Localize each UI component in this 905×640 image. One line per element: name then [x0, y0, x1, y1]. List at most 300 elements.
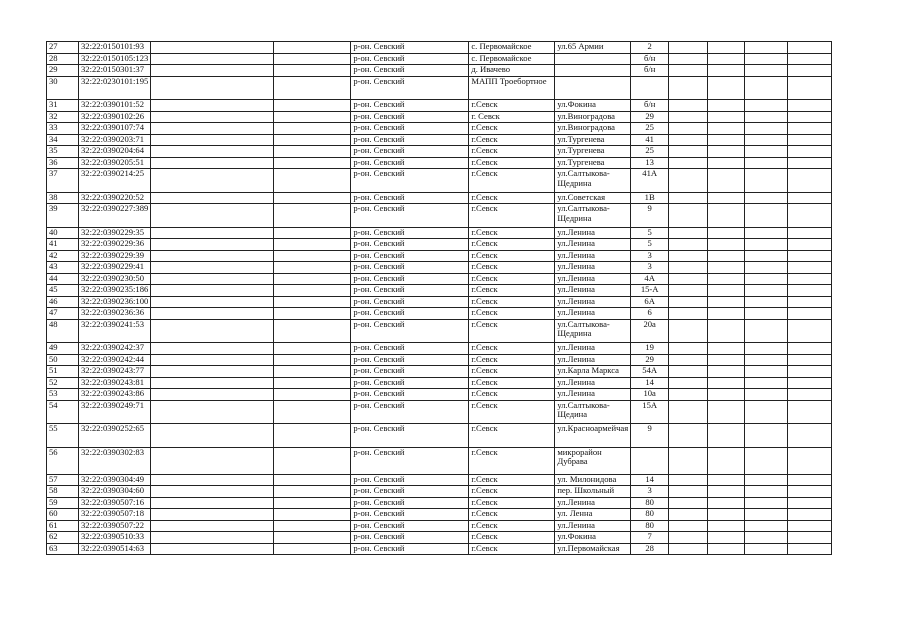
street-cell: ул.65 Армии — [555, 42, 631, 54]
settlement-cell: г.Севск — [469, 273, 555, 285]
empty-cell — [669, 192, 708, 204]
empty-cell — [151, 532, 274, 544]
settlement-cell: г.Севск — [469, 157, 555, 169]
street-cell — [555, 53, 631, 65]
empty-cell — [274, 509, 351, 521]
empty-cell — [274, 76, 351, 100]
row-number-cell: 60 — [47, 509, 79, 521]
street-cell: ул.Ленина — [555, 262, 631, 274]
empty-cell — [788, 424, 832, 448]
empty-cell — [669, 400, 708, 424]
house-number-cell: б/н — [631, 100, 669, 112]
street-cell: ул.Тургенева — [555, 157, 631, 169]
empty-cell — [745, 543, 788, 555]
empty-cell — [669, 343, 708, 355]
cadastral-number-cell: 32:22:0390302:83 — [79, 447, 151, 474]
empty-cell — [669, 239, 708, 251]
house-number-cell: 7 — [631, 532, 669, 544]
empty-cell — [151, 157, 274, 169]
empty-cell — [669, 285, 708, 297]
empty-cell — [151, 486, 274, 498]
house-number-cell: 54А — [631, 366, 669, 378]
house-number-cell: 6 — [631, 308, 669, 320]
empty-cell — [151, 447, 274, 474]
cadastral-number-cell: 32:22:0390101:52 — [79, 100, 151, 112]
row-number-cell: 28 — [47, 53, 79, 65]
empty-cell — [745, 377, 788, 389]
row-number-cell: 54 — [47, 400, 79, 424]
district-cell: р-он. Севский — [351, 227, 469, 239]
district-cell: р-он. Севский — [351, 239, 469, 251]
empty-cell — [274, 250, 351, 262]
empty-cell — [708, 157, 745, 169]
row-number-cell: 58 — [47, 486, 79, 498]
cadastral-number-cell: 32:22:0390304:60 — [79, 486, 151, 498]
settlement-cell: г.Севск — [469, 343, 555, 355]
cadastral-number-cell: 32:22:0390230:50 — [79, 273, 151, 285]
row-number-cell: 35 — [47, 146, 79, 158]
empty-cell — [708, 532, 745, 544]
settlement-cell: г.Севск — [469, 319, 555, 343]
empty-cell — [745, 134, 788, 146]
empty-cell — [788, 474, 832, 486]
empty-cell — [745, 76, 788, 100]
empty-cell — [708, 389, 745, 401]
empty-cell — [708, 509, 745, 521]
empty-cell — [669, 65, 708, 77]
empty-cell — [788, 366, 832, 378]
house-number-cell: 80 — [631, 520, 669, 532]
settlement-cell: г.Севск — [469, 509, 555, 521]
empty-cell — [151, 474, 274, 486]
district-cell: р-он. Севский — [351, 509, 469, 521]
house-number-cell: 2 — [631, 42, 669, 54]
table-row — [47, 366, 832, 378]
table-row — [47, 227, 832, 239]
empty-cell — [708, 262, 745, 274]
empty-cell — [274, 146, 351, 158]
cadastral-number-cell: 32:22:0390229:39 — [79, 250, 151, 262]
empty-cell — [151, 76, 274, 100]
empty-cell — [669, 474, 708, 486]
street-cell: ул.Ленина — [555, 273, 631, 285]
table-row — [47, 389, 832, 401]
empty-cell — [151, 308, 274, 320]
district-cell: р-он. Севский — [351, 532, 469, 544]
empty-cell — [151, 497, 274, 509]
house-number-cell: 15А — [631, 400, 669, 424]
row-number-cell: 29 — [47, 65, 79, 77]
empty-cell — [708, 227, 745, 239]
house-number-cell: 9 — [631, 424, 669, 448]
empty-cell — [745, 65, 788, 77]
settlement-cell: г.Севск — [469, 447, 555, 474]
empty-cell — [708, 146, 745, 158]
settlement-cell: с. Первомайское — [469, 42, 555, 54]
settlement-cell: г.Севск — [469, 123, 555, 135]
empty-cell — [669, 366, 708, 378]
empty-cell — [151, 389, 274, 401]
row-number-cell: 57 — [47, 474, 79, 486]
house-number-cell: 15-А — [631, 285, 669, 297]
empty-cell — [274, 532, 351, 544]
house-number-cell: 3 — [631, 250, 669, 262]
street-cell: ул.Красноармейчая — [555, 424, 631, 448]
empty-cell — [745, 53, 788, 65]
empty-cell — [708, 497, 745, 509]
empty-cell — [745, 486, 788, 498]
settlement-cell: г.Севск — [469, 239, 555, 251]
street-cell: ул.Советская — [555, 192, 631, 204]
house-number-cell: 28 — [631, 543, 669, 555]
cadastral-number-cell: 32:22:0230101:195 — [79, 76, 151, 100]
empty-cell — [745, 497, 788, 509]
row-number-cell: 51 — [47, 366, 79, 378]
cadastral-number-cell: 32:22:0390243:77 — [79, 366, 151, 378]
empty-cell — [151, 285, 274, 297]
street-cell — [555, 65, 631, 77]
house-number-cell: 80 — [631, 497, 669, 509]
street-cell: ул.Ленина — [555, 389, 631, 401]
empty-cell — [788, 146, 832, 158]
district-cell: р-он. Севский — [351, 262, 469, 274]
empty-cell — [274, 285, 351, 297]
empty-cell — [708, 377, 745, 389]
empty-cell — [745, 366, 788, 378]
settlement-cell: г.Севск — [469, 169, 555, 193]
empty-cell — [274, 447, 351, 474]
cadastral-number-cell: 32:22:0390243:86 — [79, 389, 151, 401]
settlement-cell: г.Севск — [469, 400, 555, 424]
house-number-cell: 41 — [631, 134, 669, 146]
empty-cell — [669, 543, 708, 555]
empty-cell — [274, 169, 351, 193]
empty-cell — [274, 308, 351, 320]
house-number-cell — [631, 76, 669, 100]
cadastral-number-cell: 32:22:0390107:74 — [79, 123, 151, 135]
settlement-cell: г.Севск — [469, 262, 555, 274]
settlement-cell: г.Севск — [469, 486, 555, 498]
street-cell: ул. Милонидова — [555, 474, 631, 486]
empty-cell — [708, 239, 745, 251]
district-cell: р-он. Севский — [351, 486, 469, 498]
settlement-cell: г.Севск — [469, 250, 555, 262]
table-row — [47, 204, 832, 228]
street-cell: ул.Салтыкова-Щедрина — [555, 319, 631, 343]
cadastral-number-cell: 32:22:0390304:49 — [79, 474, 151, 486]
district-cell: р-он. Севский — [351, 169, 469, 193]
empty-cell — [274, 134, 351, 146]
empty-cell — [669, 146, 708, 158]
district-cell: р-он. Севский — [351, 296, 469, 308]
empty-cell — [708, 204, 745, 228]
empty-cell — [708, 308, 745, 320]
row-number-cell: 36 — [47, 157, 79, 169]
settlement-cell: д. Ивачево — [469, 65, 555, 77]
empty-cell — [788, 520, 832, 532]
cadastral-number-cell: 32:22:0390252:65 — [79, 424, 151, 448]
district-cell: р-он. Севский — [351, 204, 469, 228]
district-cell: р-он. Севский — [351, 447, 469, 474]
empty-cell — [151, 543, 274, 555]
empty-cell — [274, 424, 351, 448]
street-cell: ул.Салтыкова-Щедина — [555, 400, 631, 424]
table-row — [47, 424, 832, 448]
settlement-cell: г.Севск — [469, 377, 555, 389]
settlement-cell: г.Севск — [469, 285, 555, 297]
district-cell: р-он. Севский — [351, 146, 469, 158]
empty-cell — [274, 65, 351, 77]
street-cell: ул.Ленина — [555, 308, 631, 320]
district-cell: р-он. Севский — [351, 273, 469, 285]
row-number-cell: 40 — [47, 227, 79, 239]
row-number-cell: 37 — [47, 169, 79, 193]
table-row — [47, 111, 832, 123]
empty-cell — [669, 447, 708, 474]
table-row — [47, 509, 832, 521]
empty-cell — [745, 308, 788, 320]
table-row — [47, 53, 832, 65]
empty-cell — [151, 377, 274, 389]
district-cell: р-он. Севский — [351, 308, 469, 320]
cadastral-number-cell: 32:22:0390507:18 — [79, 509, 151, 521]
row-number-cell: 55 — [47, 424, 79, 448]
settlement-cell: г.Севск — [469, 424, 555, 448]
row-number-cell: 38 — [47, 192, 79, 204]
empty-cell — [788, 543, 832, 555]
cadastral-number-cell: 32:22:0390102:26 — [79, 111, 151, 123]
settlement-cell: г.Севск — [469, 389, 555, 401]
table-row — [47, 100, 832, 112]
empty-cell — [745, 319, 788, 343]
cadastral-number-cell: 32:22:0390229:35 — [79, 227, 151, 239]
street-cell: пер. Школьный — [555, 486, 631, 498]
empty-cell — [669, 42, 708, 54]
house-number-cell: 4А — [631, 273, 669, 285]
row-number-cell: 44 — [47, 273, 79, 285]
empty-cell — [788, 389, 832, 401]
row-number-cell: 46 — [47, 296, 79, 308]
empty-cell — [788, 239, 832, 251]
empty-cell — [708, 250, 745, 262]
empty-cell — [669, 134, 708, 146]
settlement-cell: г.Севск — [469, 497, 555, 509]
empty-cell — [669, 262, 708, 274]
empty-cell — [788, 509, 832, 521]
district-cell: р-он. Севский — [351, 134, 469, 146]
street-cell: ул.Тургенева — [555, 146, 631, 158]
cadastral-number-cell: 32:22:0390514:63 — [79, 543, 151, 555]
empty-cell — [708, 111, 745, 123]
empty-cell — [708, 520, 745, 532]
cadastral-number-cell: 32:22:0390507:16 — [79, 497, 151, 509]
street-cell: ул.Ленина — [555, 239, 631, 251]
empty-cell — [274, 192, 351, 204]
empty-cell — [708, 100, 745, 112]
empty-cell — [669, 497, 708, 509]
empty-cell — [669, 424, 708, 448]
empty-cell — [274, 354, 351, 366]
house-number-cell: 20а — [631, 319, 669, 343]
house-number-cell: 5 — [631, 239, 669, 251]
empty-cell — [669, 486, 708, 498]
table-row — [47, 308, 832, 320]
empty-cell — [669, 157, 708, 169]
cadastral-number-cell: 32:22:0390203:71 — [79, 134, 151, 146]
empty-cell — [669, 377, 708, 389]
empty-cell — [708, 543, 745, 555]
empty-cell — [274, 474, 351, 486]
table-row — [47, 377, 832, 389]
row-number-cell: 63 — [47, 543, 79, 555]
property-table — [46, 41, 832, 555]
empty-cell — [708, 42, 745, 54]
empty-cell — [151, 520, 274, 532]
empty-cell — [669, 296, 708, 308]
table-row — [47, 239, 832, 251]
empty-cell — [708, 65, 745, 77]
empty-cell — [151, 250, 274, 262]
house-number-cell: 41А — [631, 169, 669, 193]
empty-cell — [788, 262, 832, 274]
table-row — [47, 65, 832, 77]
empty-cell — [788, 53, 832, 65]
empty-cell — [151, 111, 274, 123]
settlement-cell: г.Севск — [469, 192, 555, 204]
empty-cell — [745, 400, 788, 424]
table-row — [47, 273, 832, 285]
district-cell: р-он. Севский — [351, 424, 469, 448]
district-cell: р-он. Севский — [351, 42, 469, 54]
street-cell: ул.Салтыкова-Щедрина — [555, 169, 631, 193]
empty-cell — [151, 424, 274, 448]
table-row — [47, 319, 832, 343]
empty-cell — [788, 319, 832, 343]
empty-cell — [151, 53, 274, 65]
row-number-cell: 32 — [47, 111, 79, 123]
cadastral-number-cell: 32:22:0150101:93 — [79, 42, 151, 54]
empty-cell — [274, 377, 351, 389]
row-number-cell: 59 — [47, 497, 79, 509]
house-number-cell: 80 — [631, 509, 669, 521]
empty-cell — [669, 53, 708, 65]
empty-cell — [708, 169, 745, 193]
cadastral-number-cell: 32:22:0390229:41 — [79, 262, 151, 274]
settlement-cell: г.Севск — [469, 532, 555, 544]
empty-cell — [151, 42, 274, 54]
empty-cell — [669, 509, 708, 521]
empty-cell — [788, 343, 832, 355]
empty-cell — [151, 134, 274, 146]
cadastral-number-cell: 32:22:0150105:123 — [79, 53, 151, 65]
empty-cell — [708, 296, 745, 308]
street-cell: ул.Виноградова — [555, 111, 631, 123]
empty-cell — [745, 100, 788, 112]
empty-cell — [745, 343, 788, 355]
house-number-cell: 14 — [631, 474, 669, 486]
street-cell: ул.Ленина — [555, 296, 631, 308]
settlement-cell: г.Севск — [469, 227, 555, 239]
row-number-cell: 45 — [47, 285, 79, 297]
table-row — [47, 343, 832, 355]
empty-cell — [788, 134, 832, 146]
cadastral-number-cell: 32:22:0390241:53 — [79, 319, 151, 343]
street-cell — [555, 76, 631, 100]
table-row — [47, 42, 832, 54]
street-cell: микрорайон Дубрава — [555, 447, 631, 474]
settlement-cell: МАПП Троебортное — [469, 76, 555, 100]
empty-cell — [745, 239, 788, 251]
row-number-cell: 47 — [47, 308, 79, 320]
table-row — [47, 497, 832, 509]
empty-cell — [745, 250, 788, 262]
empty-cell — [788, 65, 832, 77]
empty-cell — [745, 273, 788, 285]
cadastral-number-cell: 32:22:0390229:36 — [79, 239, 151, 251]
empty-cell — [669, 250, 708, 262]
district-cell: р-он. Севский — [351, 192, 469, 204]
empty-cell — [274, 239, 351, 251]
empty-cell — [788, 169, 832, 193]
district-cell: р-он. Севский — [351, 157, 469, 169]
settlement-cell: г.Севск — [469, 308, 555, 320]
cadastral-number-cell: 32:22:0390242:37 — [79, 343, 151, 355]
empty-cell — [669, 308, 708, 320]
empty-cell — [788, 447, 832, 474]
empty-cell — [788, 123, 832, 135]
cadastral-number-cell: 32:22:0390249:71 — [79, 400, 151, 424]
empty-cell — [274, 42, 351, 54]
empty-cell — [274, 319, 351, 343]
house-number-cell: 1В — [631, 192, 669, 204]
empty-cell — [788, 157, 832, 169]
district-cell: р-он. Севский — [351, 285, 469, 297]
street-cell: ул.Фокина — [555, 532, 631, 544]
empty-cell — [788, 400, 832, 424]
empty-cell — [669, 354, 708, 366]
empty-cell — [274, 497, 351, 509]
row-number-cell: 30 — [47, 76, 79, 100]
empty-cell — [151, 509, 274, 521]
empty-cell — [274, 204, 351, 228]
house-number-cell: б/н — [631, 53, 669, 65]
row-number-cell: 31 — [47, 100, 79, 112]
empty-cell — [669, 100, 708, 112]
empty-cell — [274, 486, 351, 498]
row-number-cell: 50 — [47, 354, 79, 366]
empty-cell — [745, 424, 788, 448]
empty-cell — [708, 134, 745, 146]
empty-cell — [745, 296, 788, 308]
empty-cell — [788, 486, 832, 498]
row-number-cell: 43 — [47, 262, 79, 274]
table-row — [47, 520, 832, 532]
empty-cell — [151, 239, 274, 251]
house-number-cell: 9 — [631, 204, 669, 228]
settlement-cell: г.Севск — [469, 520, 555, 532]
table-row — [47, 400, 832, 424]
empty-cell — [151, 227, 274, 239]
empty-cell — [708, 354, 745, 366]
empty-cell — [708, 285, 745, 297]
cadastral-number-cell: 32:22:0390243:81 — [79, 377, 151, 389]
street-cell: ул.Ленина — [555, 377, 631, 389]
empty-cell — [669, 273, 708, 285]
settlement-cell: г.Севск — [469, 296, 555, 308]
table-row — [47, 76, 832, 100]
empty-cell — [788, 273, 832, 285]
row-number-cell: 48 — [47, 319, 79, 343]
